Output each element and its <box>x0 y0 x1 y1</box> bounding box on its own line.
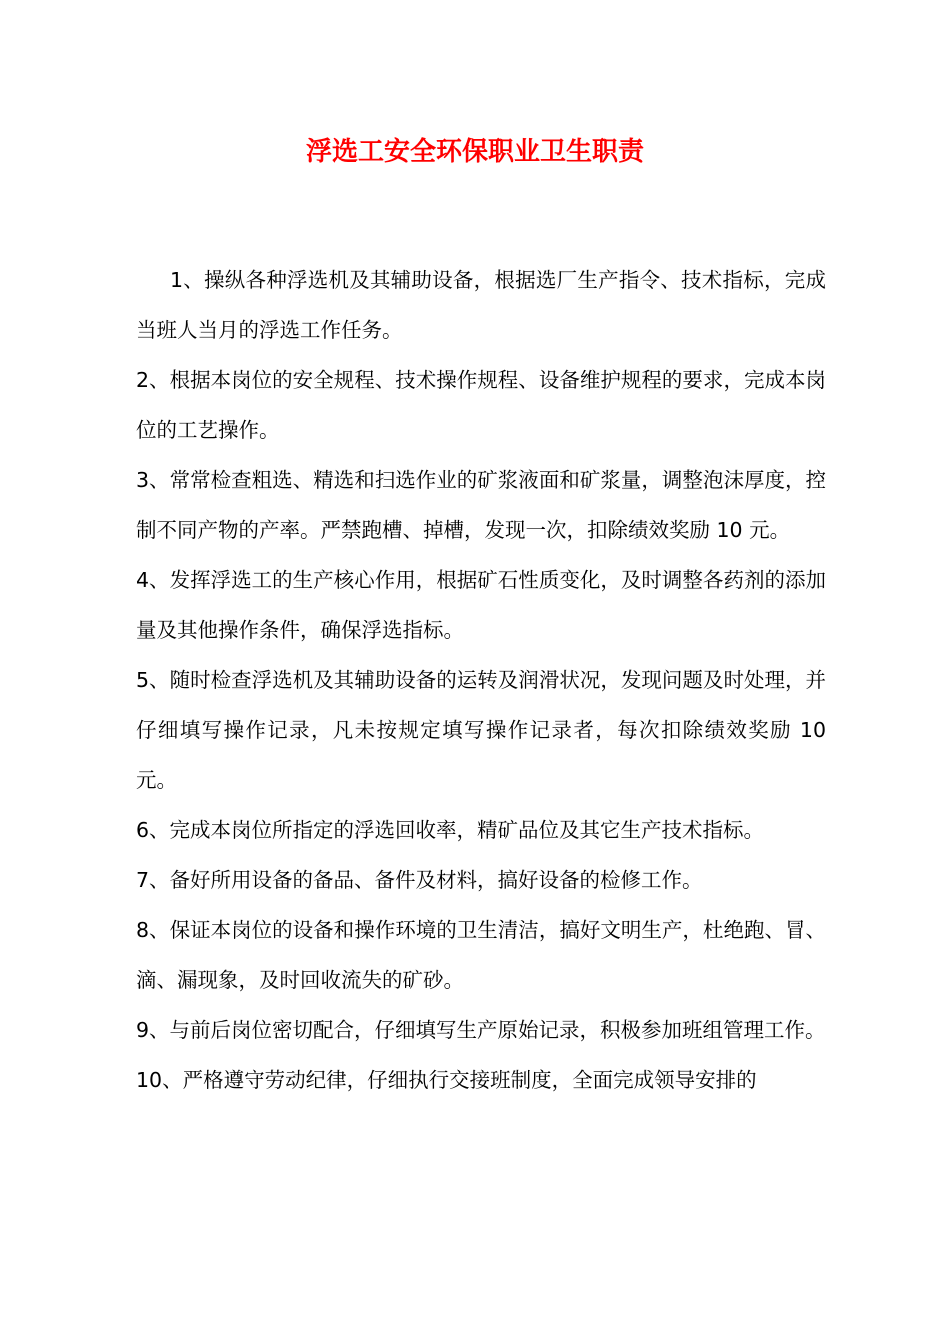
duty-item-2: 2、根据本岗位的安全规程、技术操作规程、设备维护规程的要求，完成本岗位的工艺操作。 <box>136 368 826 442</box>
duty-item-3: 3、常常检查粗选、精选和扫选作业的矿浆液面和矿浆量，调整泡沫厚度，控制不同产物的产率。严禁跑槽、掉槽，发现一次，扣除绩效奖励 10 元。 <box>136 468 826 542</box>
duty-item-7: 7、备好所用设备的备品、备件及材料，搞好设备的检修工作。 <box>136 868 703 892</box>
duty-item-9: 9、与前后岗位密切配合，仔细填写生产原始记录，积极参加班组管理工作。 <box>136 1018 826 1042</box>
duty-item-6: 6、完成本岗位所指定的浮选回收率，精矿品位及其它生产技术指标。 <box>136 818 765 842</box>
duty-item-10: 10、严格遵守劳动纪律，仔细执行交接班制度，全面完成领导安排的 <box>136 1068 757 1092</box>
duty-item-1: 1、操纵各种浮选机及其辅助设备，根据选厂生产指令、技术指标，完成当班人当月的浮选工作任务。 <box>136 268 826 342</box>
duty-item-8: 8、保证本岗位的设备和操作环境的卫生清洁，搞好文明生产，杜绝跑、冒、滴、漏现象，及时回收流失的矿砂。 <box>136 918 826 992</box>
document-title: 浮选工安全环保职业卫生职责 <box>305 137 644 167</box>
document-body <box>136 255 826 1105</box>
duty-item-5: 5、随时检查浮选机及其辅助设备的运转及润滑状况，发现问题及时处理，并仔细填写操作记录，凡未按规定填写操作记录者，每次扣除绩效奖励 10 元。 <box>136 668 826 792</box>
duty-item-4: 4、发挥浮选工的生产核心作用，根据矿石性质变化，及时调整各药剂的添加量及其他操作条件，确保浮选指标。 <box>136 568 826 642</box>
